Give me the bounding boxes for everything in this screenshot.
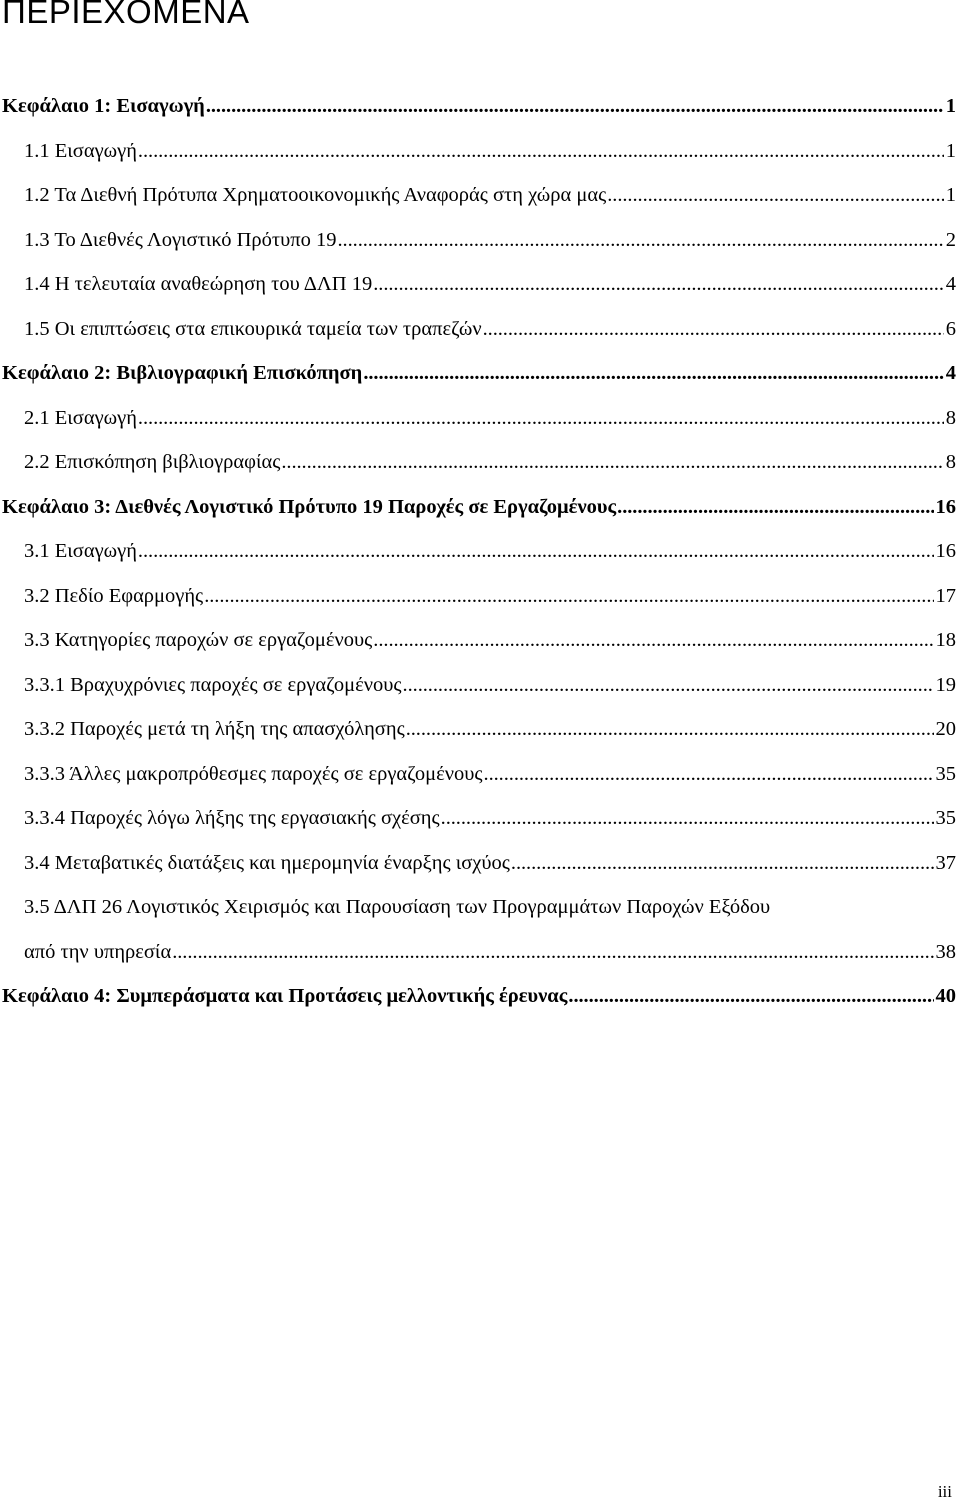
toc-page-number: 4	[945, 273, 956, 295]
dot-leader	[138, 404, 944, 432]
toc-entry-text-continued: από την υπηρεσία	[24, 940, 172, 963]
toc-chapter-entry[interactable]	[0, 982, 960, 1026]
toc-entry-text: 2.2 Επισκόπηση βιβλιογραφίας	[24, 451, 281, 473]
dot-leader	[204, 582, 933, 610]
toc-page-number: 19	[935, 673, 956, 696]
toc-page-number: 1	[945, 139, 956, 162]
toc-page-number: 2	[945, 228, 956, 251]
dot-leader	[617, 493, 933, 521]
toc-entry-text: Κεφάλαιο 4: Συμπεράσματα και Προτάσεις μελλοντικής έρευνας	[2, 985, 568, 1007]
dot-leader	[172, 938, 933, 966]
toc-section-entry[interactable]	[0, 715, 960, 759]
toc-section-entry[interactable]	[0, 137, 960, 181]
toc-page-number: 20	[935, 718, 956, 740]
toc-entry-text: 1.4 Η τελευταία αναθεώρηση του ΔΛΠ 19	[24, 273, 373, 295]
dot-leader	[607, 181, 944, 209]
toc-section-entry[interactable]	[0, 671, 960, 715]
dot-leader	[206, 92, 944, 120]
toc-entry-text: Κεφάλαιο 2: Βιβλιογραφική Επισκόπηση	[2, 362, 363, 384]
toc-page-number: 16	[935, 540, 956, 562]
toc-page-number: 1	[945, 184, 956, 206]
toc-section-entry[interactable]	[0, 804, 960, 848]
toc-entry-text: 3.3.3 Άλλες μακροπρόθεσμες παροχές σε εργαζομένους	[24, 762, 483, 785]
dot-leader	[483, 315, 944, 343]
dot-leader	[373, 626, 933, 654]
dot-leader	[138, 537, 934, 565]
toc-entry-text: 1.5 Οι επιπτώσεις στα επικουρικά ταμεία των τραπεζών	[24, 317, 482, 340]
toc-entry-text: 2.1 Εισαγωγή	[24, 406, 137, 429]
toc-section-entry[interactable]	[0, 404, 960, 448]
toc-section-entry[interactable]	[0, 315, 960, 359]
toc-page-number: 17	[935, 584, 956, 607]
toc-section-entry[interactable]	[0, 849, 960, 893]
dot-leader	[568, 982, 933, 1010]
toc-page-number: 8	[945, 406, 956, 429]
toc-section-entry[interactable]	[0, 181, 960, 225]
toc-page-number: 35	[935, 807, 956, 829]
toc-chapter-entry[interactable]	[0, 493, 960, 537]
dot-leader	[363, 359, 943, 387]
toc-entry-text: 3.3.4 Παροχές λόγω λήξης της εργασιακής σχέσης	[24, 807, 440, 829]
toc-entry-text: 3.3.1 Βραχυχρόνιες παροχές σε εργαζομένους	[24, 673, 402, 696]
page-number: iii	[937, 1482, 952, 1501]
toc-entry-text: 3.4 Μεταβατικές διατάξεις και ημερομηνία έναρξης ισχύος	[24, 851, 510, 874]
toc-section-entry[interactable]	[0, 270, 960, 314]
toc-title: ΠΕΡΙΕΧΟΜΕΝΑ	[2, 0, 250, 30]
toc-page-number: 37	[935, 851, 956, 874]
dot-leader	[338, 226, 944, 254]
toc-entry-text: 3.1 Εισαγωγή	[24, 540, 137, 562]
toc-entry-text: 3.2 Πεδίο Εφαρμογής	[24, 584, 204, 607]
toc-page-number: 4	[945, 362, 956, 384]
toc-page-number: 6	[945, 317, 956, 340]
toc-section-entry[interactable]	[0, 448, 960, 492]
toc-entry-text: Κεφάλαιο 3: Διεθνές Λογιστικό Πρότυπο 19 Παροχές σε Εργαζομένους	[2, 495, 617, 518]
toc-entry-text: 3.3.2 Παροχές μετά τη λήξη της απασχόλησης	[24, 718, 405, 740]
toc-section-entry[interactable]	[0, 226, 960, 270]
dot-leader	[281, 448, 943, 476]
dot-leader	[403, 671, 934, 699]
dot-leader	[511, 849, 934, 877]
dot-leader	[373, 270, 944, 298]
toc-section-entry[interactable]	[0, 893, 960, 966]
toc-page-number: 38	[935, 940, 956, 963]
toc-page-number: 35	[935, 762, 956, 785]
toc-chapter-entry[interactable]	[0, 359, 960, 403]
dot-leader	[138, 137, 944, 165]
toc-chapter-entry[interactable]	[0, 92, 960, 136]
toc-entry-text: 3.5 ΔΛΠ 26 Λογιστικός Χειρισμός και Παρουσίαση των Προγραμμάτων Παροχών Εξόδου	[24, 896, 771, 918]
dot-leader	[441, 804, 934, 832]
toc-section-entry[interactable]	[0, 582, 960, 626]
toc-section-entry[interactable]	[0, 760, 960, 804]
toc-page-number: 18	[935, 629, 956, 651]
toc-entry-text: 1.1 Εισαγωγή	[24, 139, 137, 162]
dot-leader	[406, 715, 934, 743]
toc-section-entry[interactable]	[0, 626, 960, 670]
toc-entry-text: 1.2 Τα Διεθνή Πρότυπα Χρηματοοικονομικής Αναφοράς στη χώρα μας	[24, 184, 607, 206]
toc-page-number: 40	[935, 985, 956, 1007]
toc-page-number: 8	[945, 451, 956, 473]
toc-entry-text: Κεφάλαιο 1: Εισαγωγή	[2, 95, 205, 117]
toc-entry-text: 1.3 Το Διεθνές Λογιστικό Πρότυπο 19	[24, 228, 337, 251]
toc-section-entry[interactable]	[0, 537, 960, 581]
toc-page-number: 1	[945, 95, 956, 117]
dot-leader	[484, 760, 934, 788]
toc-page-number: 16	[935, 495, 956, 518]
toc-entry-text: 3.3 Κατηγορίες παροχών σε εργαζομένους	[24, 629, 373, 651]
